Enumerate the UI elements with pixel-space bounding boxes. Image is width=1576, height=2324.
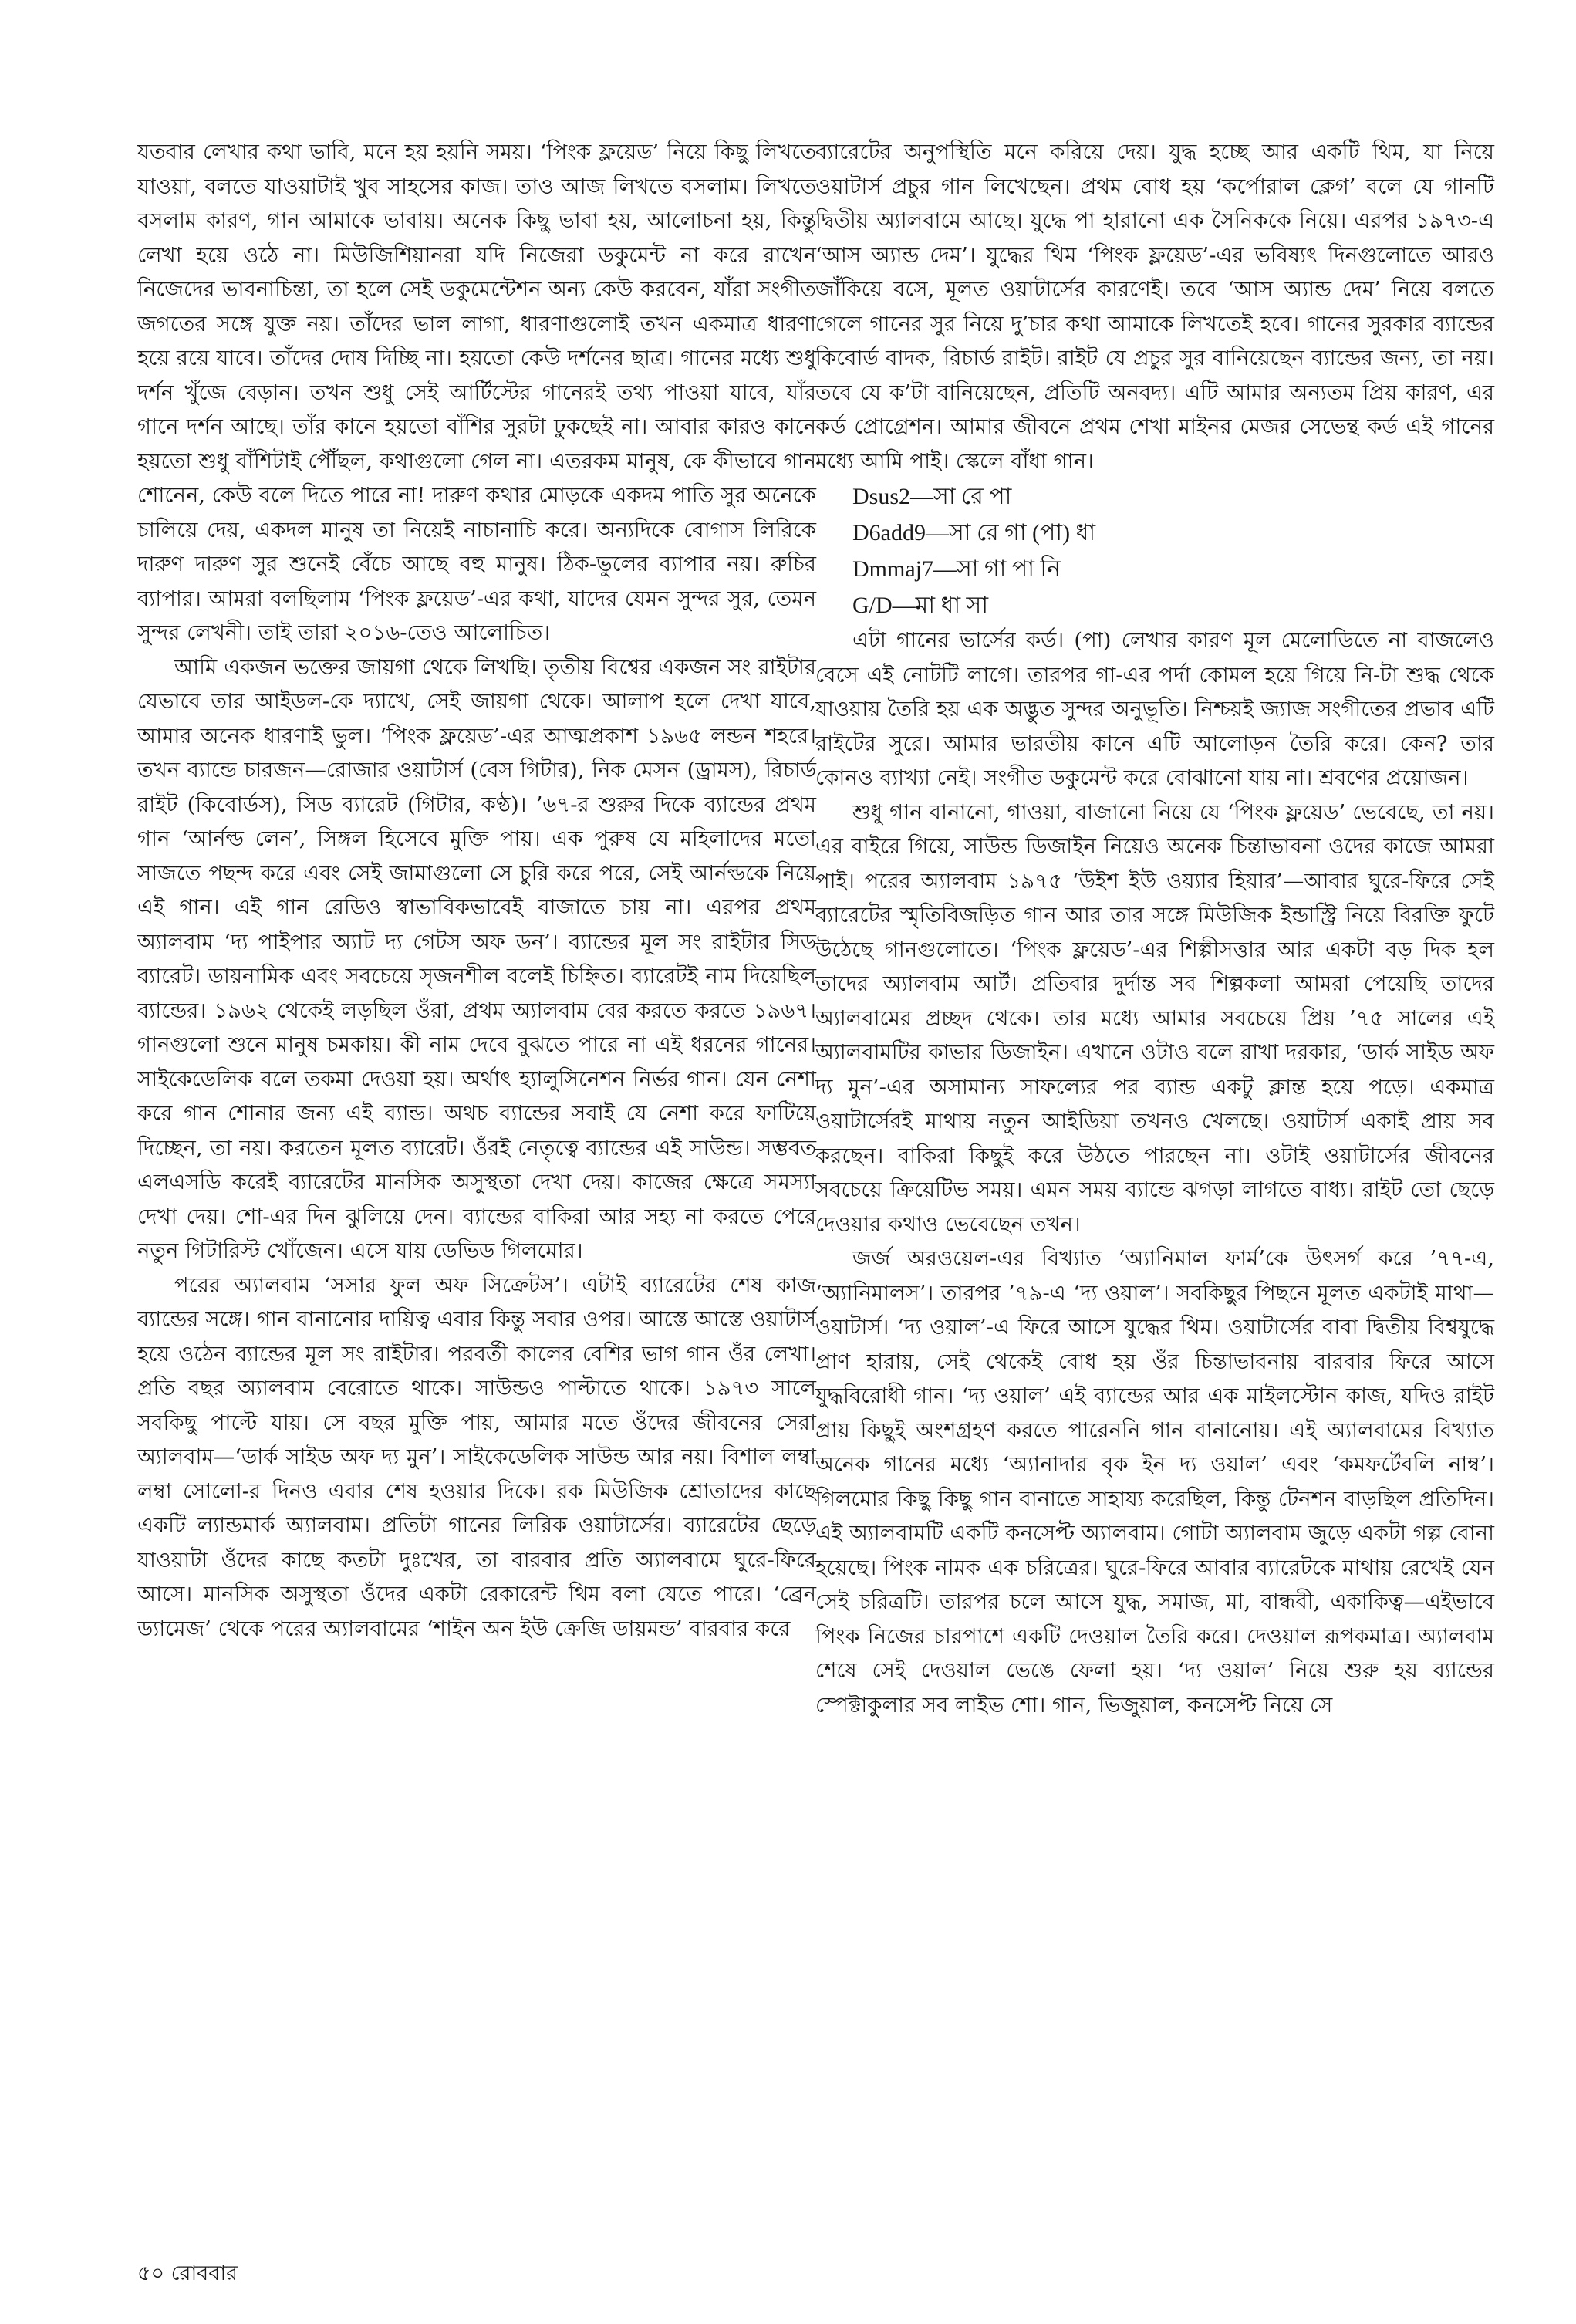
magazine-name: রোববার	[170, 2262, 238, 2285]
paragraph: জর্জ অরওয়েল-এর বিখ্যাত ‘অ্যানিমাল ফার্ম’কে উৎসর্গ করে ’৭৭-এ, ‘অ্যানিমালস’। তারপর ’৭৯-এ ‘দ্য ওয়াল’। সবকিছুর পিছনে মূলত একটাই মাথা—ওয়াটার্স। ‘দ্য ওয়াল’-এ ফিরে আসে যুদ্ধের থিম। ওয়াটার্সের বাবা দ্বিতীয় বিশ্বযুদ্ধে প্রাণ হারায়, সেই থেকেই বোধ হয় ওঁর চিন্তাভাবনায় বারবার ফিরে আসে যুদ্ধবিরোধী গান। ‘দ্য ওয়াল’ এই ব্যান্ডের আর এক মাইলস্টোন কাজ, যদিও রাইট প্রায় কিছুই অংশগ্রহণ করতে পারেননি গান বানানোয়। এই অ্যালবামের বিখ্যাত অনেক গানের মধ্যে ‘অ্যানাদার বৃক ইন দ্য ওয়াল’ এবং ‘কমফর্টেবলি নাম্ব’। গিলমোর কিছু কিছু গান বানাতে সাহায্য করেছিল, কিন্তু টেনশন বাড়ছিল প্রতিদিন। এই অ্যালবামটি একটি কনসেপ্ট অ্যালবাম। গোটা অ্যালবাম জুড়ে একটা গল্প বোনা হয়েছে। পিংক নামক এক চরিত্রের। ঘুরে-ফিরে আবার ব্যারেটকে মাথায় রেখেই যেন সেই চরিত্রটি। তারপর চলে আসে যুদ্ধ, সমাজ, মা, বান্ধবী, একাকিত্ব—এইভাবে পিংক নিজের চারপাশে একটি দেওয়াল তৈরি করে। দেওয়াল রূপকমাত্র। অ্যালবাম শেষে সেই দেওয়াল ভেঙে ফেলা হয়। ‘দ্য ওয়াল’ নিয়ে শুরু হয় ব্যান্ডের স্পেক্টাকুলার সব লাইভ শো। গান, ভিজুয়াল, কনসেপ্ট নিয়ে সে	[815, 1246, 1494, 1718]
paragraph: যতবার লেখার কথা ভাবি, মনে হয় হয়নি সময়। ‘পিংক ফ্লয়েড’ নিয়ে কিছু লিখতে যাওয়া, বলতে যাওয়াটাই খুব সাহসের কাজ। তাও আজ লিখতে বসলাম। লিখতে বসলাম কারণ, গান আমাকে ভাবায়। অনেক কিছু ভাবা হয়, আলোচনা হয়, কিন্তু লেখা হয়ে ওঠে না। মিউজিশিয়ানরা যদি নিজেরা ডকুমেন্ট না করে রাখেন নিজেদের ভাবনাচিন্তা, তা হলে সেই ডকুমেন্টেশন অন্য কেউ করবেন, যাঁরা সংগীত জগতের সঙ্গে যুক্ত নয়। তাঁদের ভাল লাগা, ধারণাগুলোই তখন একমাত্র ধারণা হয়ে রয়ে যাবে। তাঁদের দোষ দিচ্ছি না। হয়তো কেউ দর্শনের ছাত্র। গানের মধ্যে শুধু দর্শন খুঁজে বেড়ান। তখন শুধু সেই আর্টিস্টের গানেরই তথ্য পাওয়া যাবে, যাঁর গানে দর্শন আছে। তাঁর কানে হয়তো বাঁশির সুরটা ঢুকছেই না। আবার কারও কানে হয়তো শুধু বাঁশিটাই পৌঁছল, কথাগুলো গেল না। এতরকম মানুষ, কে কীভাবে গান শোনেন, কেউ বলে দিতে পারে না! দারুণ কথার মোড়কে একদম পাতি সুর অনেকে চালিয়ে দেয়, একদল মানুষ তা নিয়েই নাচানাচি করে। অন্যদিকে বোগাস লিরিকে দারুণ দারুণ সুর শুনেই বেঁচে আছে বহু মানুষ। ঠিক-ভুলের ব্যাপার নয়। রুচির ব্যাপার। আমরা বলছিলাম ‘পিংক ফ্লয়েড’-এর কথা, যাদের যেমন সুন্দর সুর, তেমন সুন্দর লেখনী। তাই তারা ২০১৬-তেও আলোচিত।	[137, 140, 816, 645]
left-column	[137, 135, 816, 1646]
page-footer	[137, 2261, 238, 2287]
paragraph: আমি একজন ভক্তের জায়গা থেকে লিখছি। তৃতীয় বিশ্বের একজন সং রাইটার যেভাবে তার আইডল-কে দ্যাখে, সেই জায়গা থেকে। আলাপ হলে দেখা যাবে, আমার অনেক ধারণাই ভুল। ‘পিংক ফ্লয়েড’-এর আত্মপ্রকাশ ১৯৬৫ লন্ডন শহরে। তখন ব্যান্ডে চারজন—রোজার ওয়াটার্স (বেস গিটার), নিক মেসন (ড্রামস), রিচার্ড রাইট (কিবোর্ডস), সিড ব্যারেট (গিটার, কণ্ঠ)। ’৬৭-র শুরুর দিকে ব্যান্ডের প্রথম গান ‘আর্নল্ড লেন’, সিঙ্গল হিসেবে মুক্তি পায়। এক পুরুষ যে মহিলাদের মতো সাজতে পছন্দ করে এবং সেই জামাগুলো সে চুরি করে পরে, সেই আর্নল্ডকে নিয়ে এই গান। এই গান রেডিও স্বাভাবিকভাবেই বাজাতে চায় না। এরপর প্রথম অ্যালবাম ‘দ্য পাইপার অ্যাট দ্য গেটস অফ ডন’। ব্যান্ডের মূল সং রাইটার সিড ব্যারেট। ডায়নামিক এবং সবচেয়ে সৃজনশীল বলেই চিহ্নিত। ব্যারেটই নাম দিয়েছিল ব্যান্ডের। ১৯৬২ থেকেই লড়ছিল ওঁরা, প্রথম অ্যালবাম বের করতে করতে ১৯৬৭। গানগুলো শুনে মানুষ চমকায়। কী নাম দেবে বুঝতে পারে না এই ধরনের গানের। সাইকেডেলিক বলে তকমা দেওয়া হয়। অর্থাৎ হ্যালুসিনেশন নির্ভর গান। যেন নেশা করে গান শোনার জন্য এই ব্যান্ড। অথচ ব্যান্ডের সবাই যে নেশা করে ফাটিয়ে দিচ্ছেন, তা নয়। করতেন মূলত ব্যারেট। ওঁরই নেতৃত্বে ব্যান্ডের এই সাউন্ড। সম্ভবত এলএসডি করেই ব্যারেটের মানসিক অসুস্থতা দেখা দেয়। কাজের ক্ষেত্রে সমস্যা দেখা দেয়। শো-এর দিন ঝুলিয়ে দেন। ব্যান্ডের বাকিরা আর সহ্য না করতে পেরে নতুন গিটারিস্ট খোঁজেন। এসে যায় ডেভিড গিলমোর।	[137, 654, 816, 1263]
paragraph: এটা গানের ভার্সের কর্ড। (পা) লেখার কারণ মূল মেলোডিতে না বাজলেও বেসে এই নোটটি লাগে। তারপর গা-এর পর্দা কোমল হয়ে গিয়ে নি-টা শুদ্ধ থেকে যাওয়ায় তৈরি হয় এক অদ্ভুত সুন্দর অনুভূতি। নিশ্চয়ই জ্যাজ সংগীতের প্রভাব এটি রাইটের সুরে। আমার ভারতীয় কানে এটি আলোড়ন তৈরি করে। কেন? তার কোনও ব্যাখ্যা নেই। সংগীত ডকুমেন্ট করে বোঝানো যায় না। শ্রবণের প্রয়োজন।	[815, 628, 1494, 790]
chord-line: Dmmaj7—সা গা পা নি	[852, 556, 1061, 582]
chord-line: G/D—মা ধা সা	[852, 593, 989, 618]
chord-line: D6add9—সা রে গা (পা) ধা	[852, 520, 1096, 546]
paragraph: পরের অ্যালবাম ‘সসার ফুল অফ সিক্রেটস’। এটাই ব্যারেটের শেষ কাজ ব্যান্ডের সঙ্গে। গান বানানোর দায়িত্ব এবার কিন্তু সবার ওপর। আস্তে আস্তে ওয়াটার্স হয়ে ওঠেন ব্যান্ডের মূল সং রাইটার। পরবর্তী কালের বেশির ভাগ গান ওঁর লেখা। প্রতি বছর অ্যালবাম বেরোতে থাকে। সাউন্ডও পাল্টাতে থাকে। ১৯৭৩ সালে সবকিছু পাল্টে যায়। সে বছর মুক্তি পায়, আমার মতে ওঁদের জীবনের সেরা অ্যালবাম—‘ডার্ক সাইড অফ দ্য মুন’। সাইকেডেলিক সাউন্ড আর নয়। বিশাল লম্বা লম্বা সোলো-র দিনও এবার শেষ হওয়ার দিকে। রক মিউজিক শ্রোতাদের কাছে একটি ল্যান্ডমার্ক অ্যালবাম। প্রতিটা গানের লিরিক ওয়াটার্সের। ব্যারেটের ছেড়ে যাওয়াটা ওঁদের কাছে কতটা দুঃখের, তা বারবার প্রতি অ্যালবামে ঘুরে-ফিরে আসে। মানসিক অসুস্থতা ওঁদের একটা রেকারেন্ট থিম বলা যেতে পারে। ‘ব্রেন ড্যামেজ’ থেকে পরের অ্যালবামের ‘শাইন অন ইউ ক্রেজি ডায়মন্ড’ বারবার করে	[137, 1272, 816, 1641]
paragraph: শুধু গান বানানো, গাওয়া, বাজানো নিয়ে যে ‘পিংক ফ্লয়েড’ ভেবেছে, তা নয়। এর বাইরে গিয়ে, সাউন্ড ডিজাইন নিয়েও অনেক চিন্তাভাবনা ওদের কাজে আমরা পাই। পরের অ্যালবাম ১৯৭৫ ‘উইশ ইউ ওয়্যার হিয়ার’—আবার ঘুরে-ফিরে সেই ব্যারেটের স্মৃতিবিজড়িত গান আর তার সঙ্গে মিউজিক ইন্ডাস্ট্রি নিয়ে বিরক্তি ফুটে উঠেছে গানগুলোতে। ‘পিংক ফ্লয়েড’-এর শিল্পীসত্তার আর একটা বড় দিক হল তাদের অ্যালবাম আর্ট। প্রতিবার দুর্দান্ত সব শিল্পকলা আমরা পেয়েছি তাদের অ্যালবামের প্রচ্ছদ থেকে। তার মধ্যে আমার সবচেয়ে প্রিয় ’৭৫ সালের এই অ্যালবামটির কাভার ডিজাইন। এখানে ওটাও বলে রাখা দরকার, ‘ডার্ক সাইড অফ দ্য মুন’-এর অসামান্য সাফল্যের পর ব্যান্ড একটু ক্লান্ত হয়ে পড়ে। একমাত্র ওয়াটার্সেরই মাথায় নতুন আইডিয়া তখনও খেলছে। ওয়াটার্স একাই প্রায় সব করছেন। বাকিরা কিছুই করে উঠতে পারছেন না। ওটাই ওয়াটার্সের জীবনের সবচেয়ে ক্রিয়েটিভ সময়। এমন সময় ব্যান্ডে ঝগড়া লাগতে বাধ্য। রাইট তো ছেড়ে দেওয়ার কথাও ভেবেছেন তখন।	[815, 799, 1494, 1237]
page-number: ৫০	[137, 2262, 165, 2285]
paragraph: ব্যারেটের অনুপস্থিতি মনে করিয়ে দেয়। যুদ্ধ হচ্ছে আর একটি থিম, যা নিয়ে ওয়াটার্স প্রচুর গান লিখেছেন। প্রথম বোধ হয় ‘কর্পোরাল ক্লেগ’ বলে যে গানটি দ্বিতীয় অ্যালবামে আছে। যুদ্ধে পা হারানো এক সৈনিককে নিয়ে। এরপর ১৯৭৩-এ ‘আস অ্যান্ড দেম’। যুদ্ধের থিম ‘পিংক ফ্লয়েড’-এর ভবিষ্যৎ দিনগুলোতে আরও জাঁকিয়ে বসে, মূলত ওয়াটার্সের কারণেই। তবে ‘আস অ্যান্ড দেম’ নিয়ে বলতে গেলে গানের সুর নিয়ে দু’চার কথা আমাকে লিখতেই হবে। গানের সুরকার ব্যান্ডের কিবোর্ড বাদক, রিচার্ড রাইট। রাইট যে প্রচুর সুর বানিয়েছেন ব্যান্ডের জন্য, তা নয়। তবে যে ক’টা বানিয়েছেন, প্রতিটি অনবদ্য। এটি আমার অন্যতম প্রিয় কারণ, এর কর্ড প্রোগ্রেশন। আমার জীবনে প্রথম শেখা মাইনর মেজর সেভেন্থ কর্ড এই গানের মধ্যে আমি পাই। স্কেলে বাঁধা গান।	[815, 140, 1494, 474]
right-column	[815, 135, 1494, 1722]
chord-line: Dsus2—সা রে পা	[852, 484, 1012, 509]
